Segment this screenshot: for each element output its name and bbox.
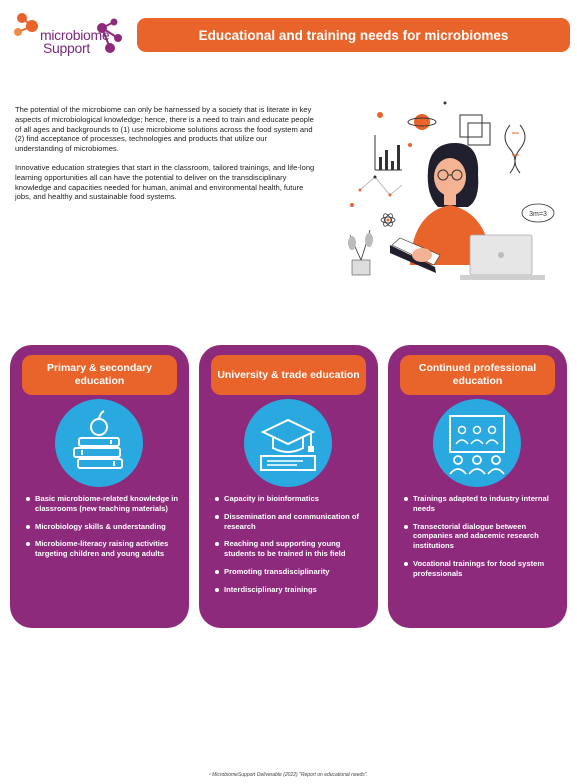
atom-icon	[381, 212, 395, 227]
intro-paragraph-2: Innovative education strategies that start in the classroom, tailored trainings, and life-long learning opportunities all can have the potential to deliver on the transdisciplinary knowledge and capacities needed for human, animal and environmental health, future jobs, and healthy and sustainable food systems.	[15, 162, 315, 202]
list-item: Trainings adapted to industry internal needs	[404, 494, 562, 514]
list-item: Dissemination and communication of research	[215, 512, 373, 532]
intro-paragraph-1: The potential of the microbiome can only be harnessed by a society that is literate in key aspects of microbiological knowledge; hence, there is a need to train and educate people of all ages and backgrounds to (1) use microbiome solutions across the food system and (2) find acceptance of processes, technologies and products that utilize our understanding of microbiomes.	[15, 105, 314, 154]
list-item: Microbiome-literacy raising activities targeting children and young adults	[26, 539, 184, 559]
list-item: Vocational trainings for food system professionals	[404, 559, 562, 579]
planet-icon	[408, 114, 436, 130]
formula-bubble-text: 3m=3	[529, 211, 547, 218]
card-list	[26, 494, 184, 567]
list-item: Capacity in bioinformatics	[215, 494, 373, 504]
card-list	[404, 494, 562, 587]
list-item: Microbiology skills & understanding	[26, 522, 184, 532]
list-item: Promoting transdisciplinarity	[215, 567, 373, 577]
student-illustration	[340, 95, 570, 290]
card-university-trade-education	[199, 345, 378, 628]
card-title: Continued professional education	[400, 355, 555, 395]
microbiome-support-logo	[10, 8, 128, 58]
books-apple-icon	[54, 398, 144, 488]
page-title: Educational and training needs for microbiomes	[137, 18, 570, 52]
card-primary-secondary-education	[10, 345, 189, 628]
footnote: ¹ MicrobiomeSupport Deliverable (2022) "Report on educational needs".	[209, 772, 368, 778]
dna-icon	[505, 125, 525, 173]
list-item: Reaching and supporting young students to be trained in this field	[215, 539, 373, 559]
graduation-cap-diploma-icon	[243, 398, 333, 488]
logo-text-microbiome: microbiome	[40, 27, 110, 43]
logo-text-support: Support	[43, 40, 90, 56]
card-list	[215, 494, 373, 603]
card-title: Primary & secondary education	[22, 355, 177, 395]
training-audience-icon	[432, 398, 522, 488]
list-item: Transectorial dialogue between companies and adacemic research institutions	[404, 522, 562, 551]
card-title: University & trade education	[211, 355, 366, 395]
card-continued-professional-education	[388, 345, 567, 628]
bar-chart-icon	[375, 135, 402, 170]
intro-text	[15, 105, 315, 202]
list-item: Basic microbiome-related knowledge in classrooms (new teaching materials)	[26, 494, 184, 514]
laptop-icon	[460, 235, 545, 280]
list-item: Interdisciplinary trainings	[215, 585, 373, 595]
